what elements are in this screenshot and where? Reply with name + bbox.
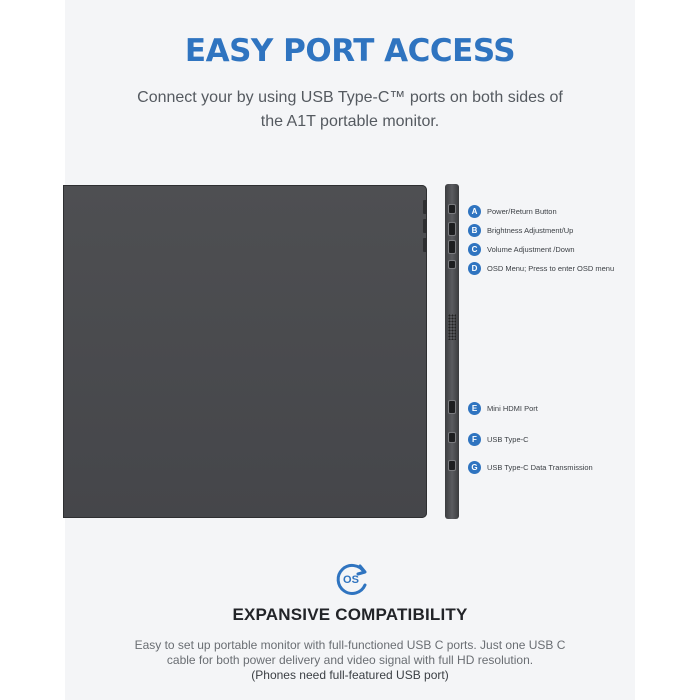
mini-hdmi-port xyxy=(448,400,456,414)
osd-button-port xyxy=(448,260,456,269)
description-line-2: cable for both power delivery and video signal with full HD resolution. xyxy=(166,653,534,667)
callout-brightness xyxy=(468,223,573,237)
callout-label: OSD Menu; Press to enter OSD menu xyxy=(487,263,615,273)
callout-mini-hdmi xyxy=(468,401,538,415)
callout-usb-c-data xyxy=(468,460,593,474)
callout-label: Brightness Adjustment/Up xyxy=(487,225,574,235)
callout-volume xyxy=(468,242,575,256)
callout-badge: E xyxy=(468,402,481,415)
callout-power xyxy=(468,204,557,218)
description-note: (Phones need full-featured USB port) xyxy=(251,668,449,682)
callout-badge: A xyxy=(468,205,481,218)
subtitle-line-2: the A1T portable monitor. xyxy=(260,113,440,130)
monitor-side-profile xyxy=(445,184,459,519)
power-button-port xyxy=(448,204,456,214)
description-line-1: Easy to set up portable monitor with full-functioned USB C ports. Just one USB C xyxy=(134,638,566,652)
usb-c-port xyxy=(448,432,456,443)
brightness-button-port xyxy=(448,222,456,236)
callout-badge: G xyxy=(468,461,481,474)
callout-usb-c xyxy=(468,432,529,446)
subtitle-line-1: Connect your by using USB Type-C™ ports on both sides of xyxy=(137,89,563,106)
callout-badge: D xyxy=(468,262,481,275)
page-title: EASY PORT ACCESS xyxy=(184,33,516,69)
callout-badge: C xyxy=(468,243,481,256)
callout-label: USB Type-C Data Transmission xyxy=(487,462,593,472)
callout-badge: B xyxy=(468,224,481,237)
section-description xyxy=(0,638,700,683)
section-title: EXPANSIVE COMPATIBILITY xyxy=(232,605,468,624)
callout-osd xyxy=(468,261,614,275)
usb-c-data-port xyxy=(448,460,456,471)
edge-button xyxy=(423,238,427,252)
callout-label: Power/Return Button xyxy=(487,206,557,216)
os-icon-text: OS xyxy=(343,574,359,586)
callout-label: Volume Adjustment /Down xyxy=(487,244,575,254)
os-sync-icon xyxy=(334,561,370,597)
page-subtitle xyxy=(0,86,700,134)
monitor-front-image xyxy=(63,185,427,518)
callout-label: USB Type-C xyxy=(487,434,529,444)
speaker-grille xyxy=(448,314,456,340)
edge-button xyxy=(423,219,427,233)
edge-button xyxy=(423,200,427,214)
callout-label: Mini HDMI Port xyxy=(487,403,538,413)
volume-button-port xyxy=(448,240,456,254)
callout-badge: F xyxy=(468,433,481,446)
monitor-edge-buttons xyxy=(423,200,429,280)
